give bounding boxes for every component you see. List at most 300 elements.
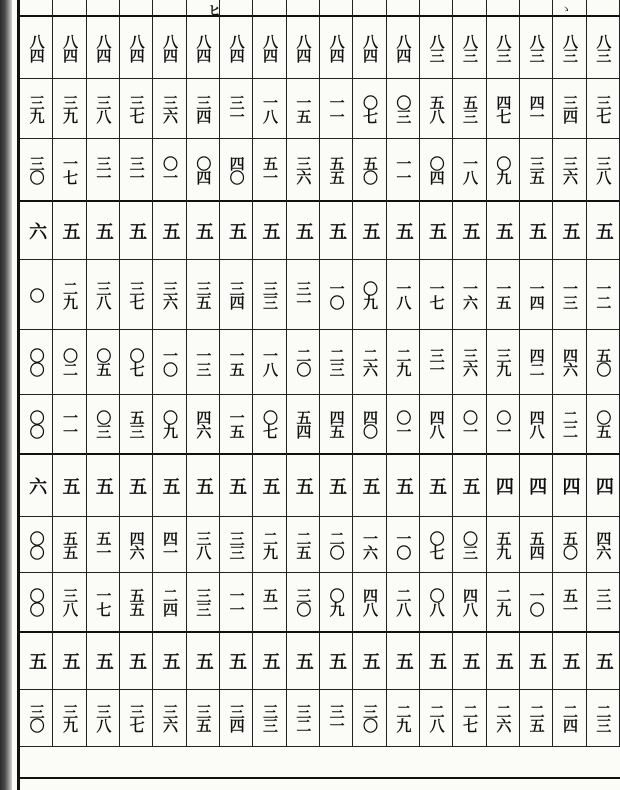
- table-cell: [587, 202, 620, 260]
- cell-value: 五: [92, 476, 114, 495]
- header-strip-cell: [53, 0, 86, 17]
- cell-value: 五: [392, 652, 414, 670]
- cell-value: 一八: [260, 94, 279, 123]
- cell-value: 五一: [560, 588, 579, 616]
- cell-value: 〇九: [360, 280, 379, 309]
- header-strip-cell: [287, 0, 320, 17]
- cell-value: 五: [226, 476, 248, 495]
- table-cell: [420, 517, 453, 573]
- table-cell: [487, 330, 520, 395]
- table-cell: [53, 260, 86, 330]
- table-cell: [553, 633, 586, 690]
- header-strip-cell: [87, 0, 120, 17]
- header-strip-cell: [553, 0, 586, 17]
- table-cell: [153, 260, 186, 330]
- table-cell: [420, 330, 453, 395]
- table-cell: [487, 79, 520, 139]
- cell-value: 三九: [494, 348, 513, 376]
- table-cell: [420, 139, 453, 202]
- table-cell: [287, 517, 320, 573]
- table-cell: [387, 517, 420, 573]
- cell-value: 一一: [327, 94, 346, 123]
- table-cell: [153, 395, 186, 455]
- table-cell: [53, 17, 86, 79]
- cell-value: 三九: [60, 94, 79, 123]
- table-cell: [320, 573, 353, 633]
- cell-value: 〇三: [394, 94, 413, 123]
- table-cell: [487, 139, 520, 202]
- table-cell: [220, 260, 253, 330]
- cell-value: 八四: [127, 33, 146, 62]
- table-cell: [187, 139, 220, 202]
- table-cell: [520, 573, 553, 633]
- table-cell: [20, 260, 53, 330]
- table-cell: [187, 573, 220, 633]
- cell-value: 五: [92, 221, 114, 240]
- header-strip-cell: [120, 0, 153, 17]
- table-cell: [453, 455, 486, 517]
- table-cell: [153, 690, 186, 747]
- cell-value: 三六: [460, 348, 479, 376]
- header-strip-cell: [453, 0, 486, 17]
- table-cell: [353, 17, 386, 79]
- table-cell: [387, 139, 420, 202]
- outer-rule-bottom: [17, 777, 620, 779]
- table-cell: [253, 690, 286, 747]
- table-cell: [353, 633, 386, 690]
- table-cell: [187, 395, 220, 455]
- cell-value: 五: [26, 652, 48, 670]
- cell-value: 五五: [327, 155, 346, 184]
- table-cell: [420, 633, 453, 690]
- cell-value: 一八: [260, 348, 279, 376]
- cell-value: 五三: [460, 94, 479, 123]
- cell-value: 〇一: [394, 410, 413, 438]
- cell-value: 八四: [260, 33, 279, 62]
- table-cell: [220, 79, 253, 139]
- table-cell: [187, 330, 220, 395]
- cell-value: 三九: [60, 704, 79, 732]
- table-cell: [520, 260, 553, 330]
- cell-value: 五: [159, 221, 181, 240]
- cell-value: 三六: [294, 155, 313, 184]
- cell-value: 一三: [194, 348, 213, 376]
- table-cell: [487, 202, 520, 260]
- cell-value: 三三: [260, 704, 279, 732]
- header-strip-cell: [153, 0, 186, 17]
- table-cell: [220, 139, 253, 202]
- cell-value: 三五: [194, 704, 213, 732]
- cell-value: 一〇: [160, 348, 179, 376]
- table-cell: [420, 573, 453, 633]
- table-cell: [453, 690, 486, 747]
- table-cell: [187, 517, 220, 573]
- cell-value: 四: [526, 476, 548, 495]
- table-cell: [287, 260, 320, 330]
- table-cell: [420, 17, 453, 79]
- cell-value: 三七: [127, 94, 146, 123]
- table-cell: [153, 517, 186, 573]
- cell-value: 四六: [560, 348, 579, 376]
- cell-value: 五八: [427, 94, 446, 123]
- table-cell: [220, 202, 253, 260]
- cell-value: 三一: [127, 155, 146, 184]
- cell-value: 一五: [227, 348, 246, 376]
- table-cell: [220, 17, 253, 79]
- table-cell: [387, 260, 420, 330]
- table-cell: [453, 79, 486, 139]
- table-cell: [220, 633, 253, 690]
- table-cell: [253, 573, 286, 633]
- cell-value: 五: [59, 476, 81, 495]
- table-cell: [487, 395, 520, 455]
- table-cell: [53, 573, 86, 633]
- cell-value: 五: [459, 221, 481, 240]
- cell-value: 四〇: [227, 155, 246, 184]
- cell-value: 三七: [127, 280, 146, 309]
- cell-value: 三八: [60, 588, 79, 616]
- table-cell: [520, 395, 553, 455]
- cell-value: 五: [326, 476, 348, 495]
- table-cell: [287, 633, 320, 690]
- table-cell: [287, 455, 320, 517]
- cell-value: 四六: [594, 530, 613, 559]
- table-cell: [287, 330, 320, 395]
- cell-value: 一六: [460, 280, 479, 309]
- cell-value: 八四: [27, 33, 46, 62]
- cell-value: 四六: [127, 530, 146, 559]
- cell-value: 三四: [560, 94, 579, 123]
- table-cell: [353, 690, 386, 747]
- table-cell: [520, 202, 553, 260]
- table-cell: [20, 330, 53, 395]
- table-cell: [520, 139, 553, 202]
- cell-value: 五: [292, 476, 314, 495]
- table-cell: [153, 330, 186, 395]
- table-cell: [453, 395, 486, 455]
- table-cell: [120, 455, 153, 517]
- table-cell: [320, 79, 353, 139]
- cell-value: 二八: [394, 588, 413, 616]
- table-cell: [520, 330, 553, 395]
- cell-value: 五: [492, 652, 514, 670]
- cell-value: 五: [592, 221, 614, 240]
- cell-value: 三四: [227, 704, 246, 732]
- table-cell: [120, 79, 153, 139]
- cell-value: 三八: [194, 530, 213, 559]
- table-cell: [53, 517, 86, 573]
- cell-value: 二三: [327, 348, 346, 376]
- table-cell: [320, 690, 353, 747]
- cell-value: 五〇: [360, 155, 379, 184]
- table-cell: [287, 690, 320, 747]
- table-cell: [420, 202, 453, 260]
- table-cell: [20, 395, 53, 455]
- table-cell: [487, 455, 520, 517]
- header-strip-cell: [187, 0, 220, 17]
- cell-value: 六: [26, 221, 48, 240]
- cell-value: 〇九: [494, 155, 513, 184]
- table-cell: [453, 573, 486, 633]
- cell-value: 一七: [60, 155, 79, 184]
- table-cell: [20, 139, 53, 202]
- table-cell: [20, 17, 53, 79]
- cell-value: 八三: [494, 33, 513, 62]
- cell-value: 五: [126, 476, 148, 495]
- table-cell: [553, 330, 586, 395]
- cell-value: 三三: [194, 588, 213, 616]
- table-cell: [87, 139, 120, 202]
- cell-value: 三八: [94, 280, 113, 309]
- cell-value: 〇三: [94, 410, 113, 438]
- cell-value: 〇四: [194, 155, 213, 184]
- table-cell: [87, 455, 120, 517]
- cell-value: 一一: [394, 155, 413, 184]
- cell-value: 五: [426, 221, 448, 240]
- cell-value: 〇: [27, 287, 46, 302]
- cell-value: 一五: [494, 280, 513, 309]
- table-cell: [320, 260, 353, 330]
- cell-value: 八四: [194, 33, 213, 62]
- cell-value: 三七: [127, 704, 146, 732]
- table-cell: [53, 139, 86, 202]
- cell-value: 四六: [194, 410, 213, 438]
- table-cell: [253, 633, 286, 690]
- table-cell: [553, 573, 586, 633]
- cell-value: 二四: [160, 588, 179, 616]
- table-cell: [87, 79, 120, 139]
- table-cell: [253, 330, 286, 395]
- table-cell: [120, 573, 153, 633]
- cell-value: 〇八: [427, 588, 446, 616]
- cell-value: 四五: [327, 410, 346, 438]
- table-cell: [120, 690, 153, 747]
- table-cell: [353, 260, 386, 330]
- cell-value: 二七: [460, 704, 479, 732]
- table-cell: [253, 395, 286, 455]
- table-cell: [287, 139, 320, 202]
- cell-value: 三六: [160, 94, 179, 123]
- table-cell: [420, 395, 453, 455]
- cell-value: 〇七: [127, 348, 146, 376]
- table-cell: [120, 139, 153, 202]
- table-cell: [20, 202, 53, 260]
- table-cell: [453, 260, 486, 330]
- cell-value: 一八: [460, 155, 479, 184]
- cell-value: 八三: [427, 33, 446, 62]
- table-cell: [220, 573, 253, 633]
- table-cell: [553, 202, 586, 260]
- cell-value: 五: [226, 652, 248, 670]
- table-cell: [287, 573, 320, 633]
- cell-value: 八四: [94, 33, 113, 62]
- cell-value: 五: [59, 652, 81, 670]
- table-cell: [53, 690, 86, 747]
- table-cell: [387, 690, 420, 747]
- table-cell: [387, 330, 420, 395]
- cell-value: 四〇: [360, 410, 379, 438]
- cell-value: 八三: [460, 33, 479, 62]
- table-cell: [587, 17, 620, 79]
- table-cell: [387, 633, 420, 690]
- table-cell: [120, 17, 153, 79]
- cell-value: 〇四: [427, 155, 446, 184]
- cell-value: 二九: [60, 280, 79, 309]
- cell-value: 〇一: [460, 410, 479, 438]
- table-cell: [20, 573, 53, 633]
- table-cell: [120, 202, 153, 260]
- cell-value: 二九: [494, 588, 513, 616]
- cell-value: 三三: [227, 530, 246, 559]
- cell-value: 三一: [294, 280, 313, 309]
- cell-value: 五〇: [560, 530, 579, 559]
- cell-value: 三四: [194, 94, 213, 123]
- cell-value: 五: [259, 221, 281, 240]
- cell-value: 一一: [227, 588, 246, 616]
- cell-value: 五〇: [594, 348, 613, 376]
- table-cell: [520, 455, 553, 517]
- cell-value: 一五: [227, 410, 246, 438]
- table-cell: [53, 455, 86, 517]
- cell-value: 三〇: [27, 155, 46, 184]
- table-cell: [487, 260, 520, 330]
- cell-value: 五: [459, 652, 481, 670]
- cell-value: 五四: [294, 410, 313, 438]
- cell-value: 四一: [527, 94, 546, 123]
- cell-value: 三一: [327, 704, 346, 732]
- cell-value: 一一: [60, 410, 79, 438]
- header-strip-cell: [487, 0, 520, 17]
- cell-value: 三八: [94, 94, 113, 123]
- cell-value: 〇九: [160, 410, 179, 438]
- table-cell: [553, 79, 586, 139]
- header-strip-cell: [587, 0, 620, 17]
- table-cell: [87, 330, 120, 395]
- cell-value: 三八: [594, 155, 613, 184]
- cell-value: 五: [192, 476, 214, 495]
- table-cell: [220, 330, 253, 395]
- cell-value: 三〇: [294, 588, 313, 616]
- cell-value: 一二: [594, 280, 613, 309]
- cell-value: 五: [259, 652, 281, 670]
- table-cell: [487, 573, 520, 633]
- table-cell: [587, 330, 620, 395]
- cell-value: 五: [226, 221, 248, 240]
- table-cell: [20, 633, 53, 690]
- cell-value: 〇〇: [27, 588, 46, 616]
- table-cell: [153, 455, 186, 517]
- cell-value: 四八: [427, 410, 446, 438]
- table-cell: [153, 573, 186, 633]
- table-cell: [420, 79, 453, 139]
- cell-value: 一六: [360, 530, 379, 559]
- cell-value: 五: [426, 652, 448, 670]
- cell-value: 五: [592, 652, 614, 670]
- table-cell: [120, 260, 153, 330]
- table-cell: [253, 79, 286, 139]
- table-cell: [87, 517, 120, 573]
- cell-value: 四八: [360, 588, 379, 616]
- table-cell: [587, 395, 620, 455]
- cell-value: 四二: [527, 348, 546, 376]
- table-cell: [253, 139, 286, 202]
- cell-value: 〇七: [360, 94, 379, 123]
- table-cell: [187, 455, 220, 517]
- table-cell: [353, 573, 386, 633]
- table-cell: [353, 330, 386, 395]
- cell-value: 五五: [60, 530, 79, 559]
- cell-value: 三一: [227, 94, 246, 123]
- cell-value: 四八: [460, 588, 479, 616]
- cell-value: 二三: [594, 704, 613, 732]
- cell-value: 五: [359, 476, 381, 495]
- table-cell: [120, 330, 153, 395]
- numeric-table: [20, 0, 620, 777]
- header-strip-cell: [520, 0, 553, 17]
- table-cell: [420, 260, 453, 330]
- table-cell: [187, 17, 220, 79]
- table-cell: [520, 79, 553, 139]
- table-cell: [120, 395, 153, 455]
- cell-value: 二六: [494, 704, 513, 732]
- cell-value: 三七: [594, 94, 613, 123]
- cell-value: 三五: [194, 280, 213, 309]
- page-binding-edge: [0, 0, 12, 790]
- cell-value: 五: [126, 652, 148, 670]
- table-cell: [53, 633, 86, 690]
- table-cell: [320, 17, 353, 79]
- table-cell: [187, 79, 220, 139]
- cell-value: 三三: [260, 280, 279, 309]
- cell-value: 八三: [560, 33, 579, 62]
- table-cell: [120, 517, 153, 573]
- table-cell: [20, 79, 53, 139]
- table-cell: [153, 633, 186, 690]
- cell-value: 〇一: [160, 155, 179, 184]
- table-cell: [187, 690, 220, 747]
- cell-value: 二九: [394, 348, 413, 376]
- cell-value: 〇三: [460, 530, 479, 559]
- table-cell: [553, 690, 586, 747]
- cell-value: 二〇: [327, 530, 346, 559]
- table-cell: [20, 517, 53, 573]
- cell-value: 三五: [527, 155, 546, 184]
- cell-value: 〇九: [327, 588, 346, 616]
- cell-value: 八四: [227, 33, 246, 62]
- table-cell: [87, 633, 120, 690]
- cell-value: 五三: [127, 410, 146, 438]
- table-cell: [387, 79, 420, 139]
- cell-value: 五: [559, 652, 581, 670]
- table-cell: [553, 455, 586, 517]
- table-cell: [153, 139, 186, 202]
- cell-value: 一四: [527, 280, 546, 309]
- cell-value: 一七: [427, 280, 446, 309]
- table-cell: [587, 690, 620, 747]
- cell-value: 五: [359, 652, 381, 670]
- cell-value: 五: [326, 221, 348, 240]
- cell-value: 〇〇: [27, 348, 46, 376]
- cell-value: 三六: [160, 704, 179, 732]
- table-cell: [453, 202, 486, 260]
- table-cell: [20, 455, 53, 517]
- table-cell: [87, 260, 120, 330]
- cell-value: 二六: [360, 348, 379, 376]
- cell-value: 三一: [427, 348, 446, 376]
- table-cell: [553, 395, 586, 455]
- table-cell: [487, 517, 520, 573]
- table-cell: [553, 517, 586, 573]
